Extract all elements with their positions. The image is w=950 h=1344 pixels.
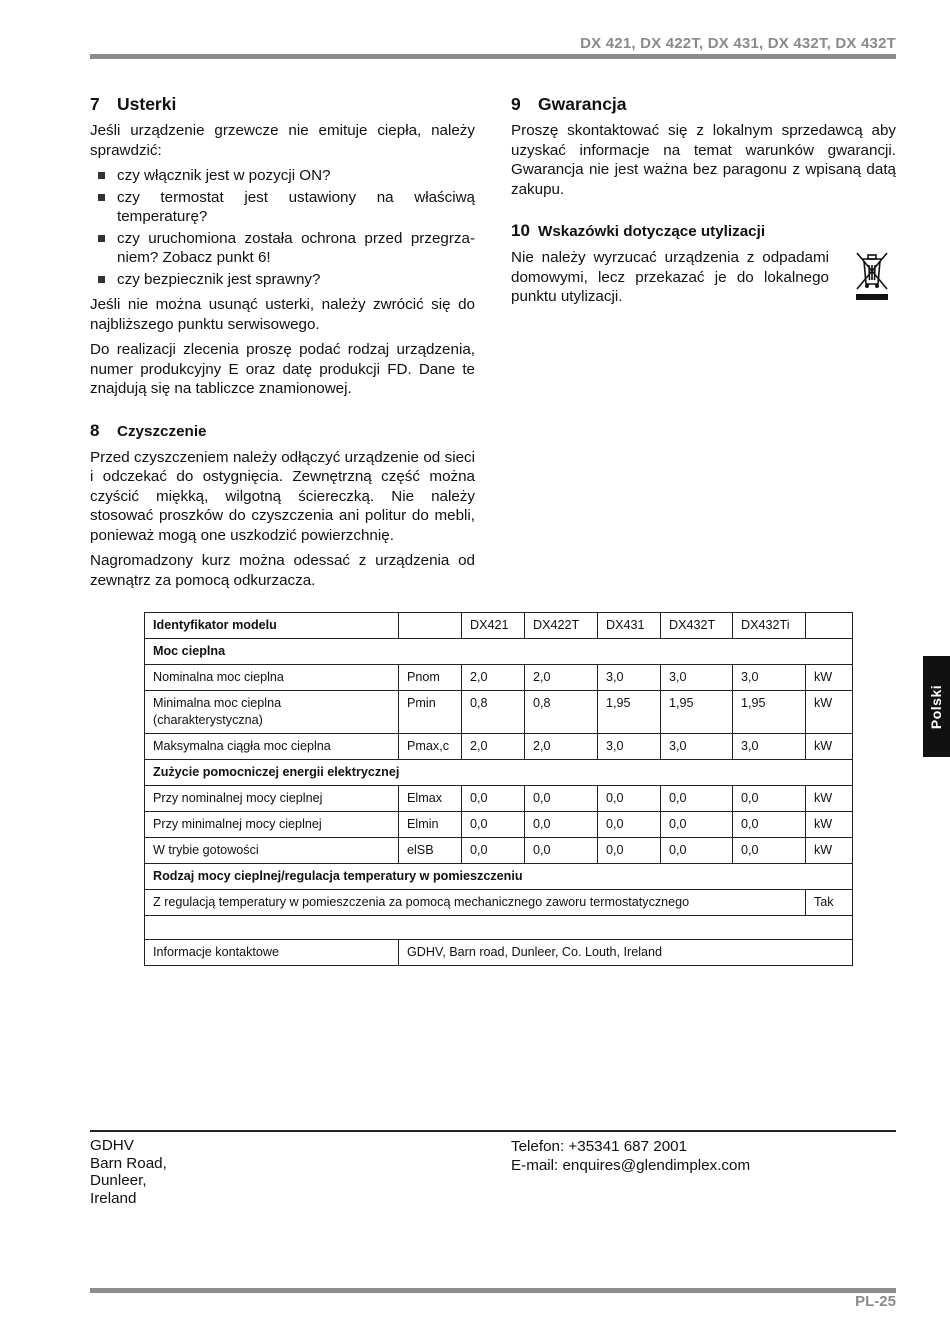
section-10-paragraph: Nie należy wyrzucać urządzenia z odpadami domowymi, lecz przekazać je do lokalnego punktu utylizacji. (511, 249, 829, 305)
table-row (145, 812, 853, 838)
table-cell: 0,0 (598, 786, 661, 812)
list-item: czy uruchomiona została ochrona przed przegrza-niem? Zobacz punkt 6! (90, 229, 475, 268)
table-header-cell: DX431 (598, 613, 661, 639)
language-side-tab: Polski (923, 656, 950, 757)
section-7-paragraph-2: Do realizacji zlecenia proszę podać rodzaj urządzenia, numer produkcyjny E oraz datę produkcji FD. Dane te znajdują się na tabliczce znamionowej. (90, 341, 475, 397)
square-bullet-icon (98, 172, 105, 179)
table-cell: Elmin (399, 812, 462, 838)
footer-rule (90, 1130, 896, 1132)
table-row (145, 890, 853, 916)
table-cell: kW (806, 812, 853, 838)
section-7-heading: 7 Usterki (90, 94, 177, 114)
table-cell: 2,0 (525, 665, 598, 691)
table-cell: 3,0 (661, 665, 733, 691)
page-number: PL-25 (855, 1293, 896, 1310)
footer-address: GDHV Barn Road, Dunleer, Ireland (90, 1137, 167, 1207)
footer-phone: Telefon: +35341 687 2001 (511, 1138, 688, 1155)
table-header-cell: DX421 (462, 613, 525, 639)
list-item: czy bezpiecznik jest sprawny? (90, 270, 475, 290)
table-cell: elSB (399, 838, 462, 864)
table-cell: 3,0 (661, 734, 733, 760)
table-row (145, 864, 853, 890)
section-9-heading: 9 Gwarancja (511, 94, 627, 114)
table-cell: kW (806, 734, 853, 760)
header-rule (90, 54, 896, 59)
section-7-paragraph-1: Jeśli nie można usunąć usterki, należy zwrócić się do najbliższego punktu serwisowego. (90, 296, 475, 333)
table-cell: Pnom (399, 665, 462, 691)
table-row (145, 916, 853, 940)
table-cell: kW (806, 786, 853, 812)
table-cell: W trybie gotowości (145, 838, 399, 864)
table-cell: 0,0 (733, 838, 806, 864)
table-cell: 2,0 (462, 734, 525, 760)
table-cell: 0,8 (525, 691, 598, 734)
weee-crossed-bin-icon (854, 250, 890, 308)
section-8-paragraph-1: Przed czyszczeniem należy odłączyć urządzenie od sieci i odczekać do ostygnięcia. Zewnętrzną część można czyścić miękką, wilgotną ściereczką. Nie należy stosować proszków do czyszczenia ani politur do mebli, ponieważ mogą one uszkodzić powierzchnię. (90, 448, 475, 544)
table-row (145, 838, 853, 864)
table-cell: 0,0 (525, 838, 598, 864)
list-item: czy włącznik jest w pozycji ON? (90, 166, 475, 186)
table-cell: 0,0 (462, 786, 525, 812)
section-8-paragraph-2: Nagromadzony kurz można odessać z urządzenia od zewnątrz za pomocą odkurzacza. (90, 552, 475, 589)
square-bullet-icon (98, 235, 105, 242)
table-cell: 0,8 (462, 691, 525, 734)
section-10-heading: 10 Wskazówki dotyczące utylizacji (511, 221, 766, 240)
square-bullet-icon (98, 194, 105, 201)
table-cell: Elmax (399, 786, 462, 812)
table-row (145, 691, 853, 734)
document-header-title: DX 421, DX 422T, DX 431, DX 432T, DX 432T (580, 35, 896, 52)
section-7-intro: Jeśli urządzenie grzewcze nie emituje ciepła, należy sprawdzić: (90, 122, 475, 159)
table-row (145, 734, 853, 760)
table-cell: 0,0 (661, 812, 733, 838)
table-cell: 3,0 (733, 665, 806, 691)
table-cell: 0,0 (598, 812, 661, 838)
table-cell: 0,0 (525, 786, 598, 812)
table-header-cell: DX432T (661, 613, 733, 639)
table-cell: Przy nominalnej mocy cieplnej (145, 786, 399, 812)
square-bullet-icon (98, 276, 105, 283)
table-row (145, 786, 853, 812)
table-cell: Pmax,c (399, 734, 462, 760)
table-cell: 0,0 (598, 838, 661, 864)
table-cell: 0,0 (462, 812, 525, 838)
footer-email: E-mail: enquires@glendimplex.com (511, 1157, 751, 1174)
table-cell: kW (806, 691, 853, 734)
table-cell: 1,95 (598, 691, 661, 734)
right-column (511, 93, 896, 313)
table-header-cell: DX422T (525, 613, 598, 639)
table-cell: kW (806, 838, 853, 864)
table-row (145, 639, 853, 665)
table-cell: Minimalna moc cieplna (charakterystyczna) (145, 691, 399, 734)
table-cell: 2,0 (525, 734, 598, 760)
section-8-heading: 8 Czyszczenie (90, 420, 207, 440)
table-cell: Nominalna moc cieplna (145, 665, 399, 691)
table-cell: 1,95 (661, 691, 733, 734)
specification-table (144, 612, 853, 966)
table-cell: 3,0 (733, 734, 806, 760)
footer-contact (511, 1137, 750, 1175)
section-7-checklist (90, 166, 475, 289)
table-cell: Informacje kontaktowe (145, 940, 399, 966)
table-cell: Pmin (399, 691, 462, 734)
left-column (90, 93, 475, 596)
table-cell: Tak (806, 890, 853, 916)
table-cell: 0,0 (525, 812, 598, 838)
table-cell: Maksymalna ciągła moc cieplna (145, 734, 399, 760)
table-cell: Przy minimalnej mocy cieplnej (145, 812, 399, 838)
table-cell: 0,0 (733, 786, 806, 812)
table-cell: 3,0 (598, 734, 661, 760)
table-row (145, 665, 853, 691)
table-cell: GDHV, Barn road, Dunleer, Co. Louth, Ireland (399, 940, 853, 966)
bottom-rule (90, 1288, 896, 1293)
table-row (145, 940, 853, 966)
table-group-heading: Moc cieplna (145, 639, 853, 665)
table-cell: kW (806, 665, 853, 691)
table-cell: 2,0 (462, 665, 525, 691)
table-row (145, 760, 853, 786)
table-cell: 0,0 (661, 838, 733, 864)
table-cell: 3,0 (598, 665, 661, 691)
list-item: czy termostat jest ustawiony na właściwą temperaturę? (90, 188, 475, 227)
table-cell: 0,0 (733, 812, 806, 838)
table-row (145, 613, 853, 639)
section-9-paragraph: Proszę skontaktować się z lokalnym sprzedawcą aby uzyskać informacje na temat warunków gwarancji. Gwarancja nie jest ważna bez paragonu z wpisaną datą zakupu. (511, 122, 896, 198)
table-group-heading: Zużycie pomocniczej energii elektrycznej (145, 760, 853, 786)
table-cell: 1,95 (733, 691, 806, 734)
table-cell: Z regulacją temperatury w pomieszczenia za pomocą mechanicznego zaworu termostatycznego (145, 890, 806, 916)
table-group-heading: Rodzaj mocy cieplnej/regulacja temperatury w pomieszczeniu (145, 864, 853, 890)
table-header-cell: Identyfikator modelu (145, 613, 399, 639)
table-cell: 0,0 (661, 786, 733, 812)
table-cell: 0,0 (462, 838, 525, 864)
table-header-cell: DX432Ti (733, 613, 806, 639)
